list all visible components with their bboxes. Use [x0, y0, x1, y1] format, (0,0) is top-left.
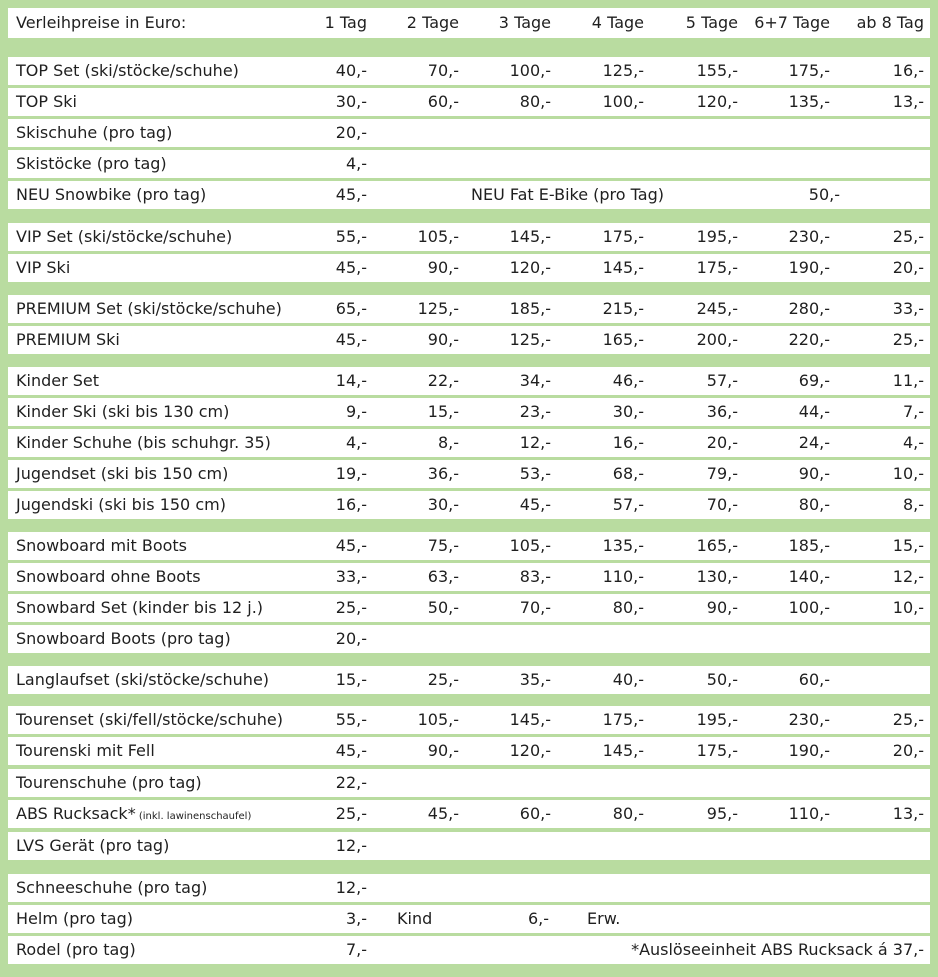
price-cell: 4,- — [345, 433, 367, 452]
price-cell: 105,- — [509, 536, 551, 555]
table-row-kinder-ski-ski-bis-130-cm — [8, 398, 930, 426]
price-cell: 120,- — [509, 741, 551, 760]
row-label: Tourenski mit Fell — [16, 741, 155, 760]
price-cell: 80,- — [612, 598, 644, 617]
price-cell: 185,- — [788, 536, 830, 555]
price-cell: 25,- — [335, 598, 367, 617]
price-cell: 100,- — [788, 598, 830, 617]
table-row-langlaufset-ski-stoecke-schuhe — [8, 666, 930, 694]
price-cell: 45,- — [335, 185, 367, 204]
price-cell: 16,- — [892, 61, 924, 80]
price-cell: 57,- — [706, 371, 738, 390]
price-cell: 70,- — [519, 598, 551, 617]
footnote: *Auslöseeinheit ABS Rucksack á 37,- — [631, 940, 924, 959]
table-row-neu-snowbike-pro-tag — [8, 181, 930, 209]
price-cell: 20,- — [706, 433, 738, 452]
table-row-helm-pro-tag — [8, 905, 930, 933]
price-cell: 110,- — [602, 567, 644, 586]
price-cell: 175,- — [602, 227, 644, 246]
price-cell: 12,- — [335, 878, 367, 897]
price-cell: 45,- — [335, 258, 367, 277]
header-title: Verleihpreise in Euro: — [16, 13, 187, 32]
price-cell: 12,- — [892, 567, 924, 586]
header-col-6: 6+7 Tage — [754, 13, 830, 32]
price-cell: 175,- — [696, 741, 738, 760]
price-cell: 230,- — [788, 227, 830, 246]
price-cell: 8,- — [902, 495, 924, 514]
header-col-4: 4 Tage — [591, 13, 644, 32]
price-cell: 83,- — [519, 567, 551, 586]
price-cell: 135,- — [602, 536, 644, 555]
price-cell: 25,- — [892, 227, 924, 246]
helm-erw-label: Erw. — [587, 909, 621, 928]
row-label: TOP Set (ski/stöcke/schuhe) — [16, 61, 239, 80]
price-cell: 100,- — [509, 61, 551, 80]
price-cell: 34,- — [519, 371, 551, 390]
price-cell: 16,- — [612, 433, 644, 452]
price-cell: 190,- — [788, 741, 830, 760]
price-cell: 7,- — [345, 940, 367, 959]
price-cell: 10,- — [892, 464, 924, 483]
price-cell: 195,- — [696, 710, 738, 729]
row-label: NEU Snowbike (pro tag) — [16, 185, 207, 204]
price-cell: 125,- — [602, 61, 644, 80]
price-cell: 80,- — [519, 92, 551, 111]
price-cell: 175,- — [602, 710, 644, 729]
price-cell: 13,- — [892, 804, 924, 823]
price-cell: 100,- — [602, 92, 644, 111]
row-label: Rodel (pro tag) — [16, 940, 136, 959]
table-row-tourenski-mit-fell — [8, 737, 930, 765]
price-cell: 15,- — [427, 402, 459, 421]
table-row-tourenset-ski-fell-stoecke-schuhe — [8, 706, 930, 734]
price-cell: 175,- — [696, 258, 738, 277]
header-col-1: 1 Tag — [324, 13, 367, 32]
price-cell: 8,- — [437, 433, 459, 452]
price-cell: 125,- — [509, 330, 551, 349]
price-cell: 15,- — [892, 536, 924, 555]
price-cell: 90,- — [427, 258, 459, 277]
price-cell: 16,- — [335, 495, 367, 514]
row-label: Jugendset (ski bis 150 cm) — [16, 464, 229, 483]
price-cell: 185,- — [509, 299, 551, 318]
price-cell: 60,- — [427, 92, 459, 111]
price-cell: 50,- — [427, 598, 459, 617]
price-cell: 45,- — [427, 804, 459, 823]
row-label: LVS Gerät (pro tag) — [16, 836, 170, 855]
row-label: Skischuhe (pro tag) — [16, 123, 173, 142]
price-cell: 140,- — [788, 567, 830, 586]
price-cell: 135,- — [788, 92, 830, 111]
price-cell: 105,- — [417, 710, 459, 729]
row-label: Tourenschuhe (pro tag) — [16, 773, 202, 792]
price-cell: 30,- — [335, 92, 367, 111]
price-cell: 12,- — [519, 433, 551, 452]
price-cell: 25,- — [892, 710, 924, 729]
header-col-2: 2 Tage — [406, 13, 459, 32]
price-cell: 33,- — [335, 567, 367, 586]
table-row-skischuhe-pro-tag — [8, 119, 930, 147]
table-row-vip-set-ski-stoecke-schuhe — [8, 223, 930, 251]
row-label: PREMIUM Set (ski/stöcke/schuhe) — [16, 299, 282, 318]
row-label: Schneeschuhe (pro tag) — [16, 878, 208, 897]
price-cell: 45,- — [335, 536, 367, 555]
table-row-jugendset-ski-bis-150-cm — [8, 460, 930, 488]
price-cell: 30,- — [427, 495, 459, 514]
price-cell: 120,- — [696, 92, 738, 111]
price-cell: 145,- — [509, 227, 551, 246]
table-row-kinder-schuhe-bis-schuhgr-35 — [8, 429, 930, 457]
table-row-premium-set-ski-stoecke-schuhe — [8, 295, 930, 323]
price-cell: 120,- — [509, 258, 551, 277]
price-cell: 40,- — [335, 61, 367, 80]
row-label: Langlaufset (ski/stöcke/schuhe) — [16, 670, 270, 689]
price-cell: 195,- — [696, 227, 738, 246]
table-row-premium-ski — [8, 326, 930, 354]
header-col-3: 3 Tage — [498, 13, 551, 32]
price-cell: 215,- — [602, 299, 644, 318]
row-label: Snowbard Set (kinder bis 12 j.) — [16, 598, 264, 617]
price-cell: 24,- — [798, 433, 830, 452]
price-cell: 25,- — [335, 804, 367, 823]
table-row-schneeschuhe-pro-tag — [8, 874, 930, 902]
price-cell: 90,- — [706, 598, 738, 617]
price-cell: 12,- — [335, 836, 367, 855]
price-cell: 145,- — [602, 741, 644, 760]
price-cell: 40,- — [612, 670, 644, 689]
price-cell: 45,- — [519, 495, 551, 514]
price-cell: 11,- — [892, 371, 924, 390]
row-label: Kinder Ski (ski bis 130 cm) — [16, 402, 230, 421]
price-cell: 80,- — [798, 495, 830, 514]
row-label: PREMIUM Ski — [16, 330, 120, 349]
price-cell: 57,- — [612, 495, 644, 514]
price-cell: 25,- — [892, 330, 924, 349]
extra-label: NEU Fat E-Bike (pro Tag) — [471, 185, 664, 204]
table-row-skistoecke-pro-tag — [8, 150, 930, 178]
price-cell: 22,- — [427, 371, 459, 390]
row-label: ABS Rucksack* (inkl. lawinenschaufel) — [16, 804, 252, 823]
price-cell: 53,- — [519, 464, 551, 483]
price-cell: 20,- — [335, 123, 367, 142]
price-cell: 110,- — [788, 804, 830, 823]
table-row-vip-ski — [8, 254, 930, 282]
price-cell: 19,- — [335, 464, 367, 483]
row-label: VIP Set (ski/stöcke/schuhe) — [16, 227, 233, 246]
header-col-7: ab 8 Tag — [856, 13, 924, 32]
table-row-tourenschuhe-pro-tag — [8, 769, 930, 797]
price-cell: 130,- — [696, 567, 738, 586]
price-cell: 45,- — [335, 741, 367, 760]
price-cell: 90,- — [798, 464, 830, 483]
price-cell: 20,- — [892, 741, 924, 760]
table-row-snowbard-set-kinder-bis-12-j — [8, 594, 930, 622]
price-cell: 200,- — [696, 330, 738, 349]
price-cell: 280,- — [788, 299, 830, 318]
price-cell: 30,- — [612, 402, 644, 421]
price-cell: 60,- — [519, 804, 551, 823]
price-cell: 155,- — [696, 61, 738, 80]
price-cell: 55,- — [335, 227, 367, 246]
row-label: Snowboard Boots (pro tag) — [16, 629, 231, 648]
price-cell: 15,- — [335, 670, 367, 689]
price-cell: 9,- — [345, 402, 367, 421]
table-row-snowboard-mit-boots — [8, 532, 930, 560]
price-cell: 20,- — [892, 258, 924, 277]
row-label: Snowboard mit Boots — [16, 536, 188, 555]
price-cell: 20,- — [335, 629, 367, 648]
row-label: Kinder Schuhe (bis schuhgr. 35) — [16, 433, 271, 452]
table-row-top-ski — [8, 88, 930, 116]
price-cell: 175,- — [788, 61, 830, 80]
row-label: Skistöcke (pro tag) — [16, 154, 167, 173]
price-cell: 165,- — [602, 330, 644, 349]
table-row-top-set-ski-stoecke-schuhe — [8, 57, 930, 85]
price-cell: 33,- — [892, 299, 924, 318]
price-cell: 35,- — [519, 670, 551, 689]
row-label-note: (inkl. lawinenschaufel) — [135, 811, 252, 822]
price-cell: 7,- — [902, 402, 924, 421]
price-cell: 4,- — [345, 154, 367, 173]
price-cell: 90,- — [427, 741, 459, 760]
helm-kind-price: 6,- — [527, 909, 549, 928]
price-cell: 79,- — [706, 464, 738, 483]
row-label: Tourenset (ski/fell/stöcke/schuhe) — [16, 710, 283, 729]
price-cell: 25,- — [427, 670, 459, 689]
price-cell: 23,- — [519, 402, 551, 421]
extra-price: 50,- — [808, 185, 840, 204]
price-cell: 44,- — [798, 402, 830, 421]
price-cell: 22,- — [335, 773, 367, 792]
price-cell: 245,- — [696, 299, 738, 318]
price-cell: 68,- — [612, 464, 644, 483]
header-col-5: 5 Tage — [685, 13, 738, 32]
price-cell: 69,- — [798, 371, 830, 390]
price-cell: 45,- — [335, 330, 367, 349]
table-row-lvs-geraet-pro-tag — [8, 832, 930, 860]
helm-kind-label: Kind — [397, 909, 433, 928]
price-cell: 70,- — [706, 495, 738, 514]
price-cell: 46,- — [612, 371, 644, 390]
table-row-snowboard-ohne-boots — [8, 563, 930, 591]
price-cell: 70,- — [427, 61, 459, 80]
price-cell: 63,- — [427, 567, 459, 586]
price-cell: 190,- — [788, 258, 830, 277]
price-cell: 36,- — [706, 402, 738, 421]
row-label: VIP Ski — [16, 258, 71, 277]
price-cell: 4,- — [902, 433, 924, 452]
price-cell: 36,- — [427, 464, 459, 483]
price-cell: 145,- — [602, 258, 644, 277]
price-cell: 50,- — [706, 670, 738, 689]
price-cell: 55,- — [335, 710, 367, 729]
row-label: Jugendski (ski bis 150 cm) — [16, 495, 226, 514]
price-cell: 165,- — [696, 536, 738, 555]
table-row-rodel-pro-tag — [8, 936, 930, 964]
price-cell: 220,- — [788, 330, 830, 349]
table-row-jugendski-ski-bis-150-cm — [8, 491, 930, 519]
row-label: Snowboard ohne Boots — [16, 567, 201, 586]
table-row-abs-rucksack — [8, 800, 930, 828]
price-cell: 60,- — [798, 670, 830, 689]
price-cell: 230,- — [788, 710, 830, 729]
table-row-kinder-set — [8, 367, 930, 395]
price-cell: 10,- — [892, 598, 924, 617]
row-label: Helm (pro tag) — [16, 909, 133, 928]
price-cell: 90,- — [427, 330, 459, 349]
price-cell: 65,- — [335, 299, 367, 318]
row-label: TOP Ski — [16, 92, 77, 111]
price-cell: 13,- — [892, 92, 924, 111]
price-cell: 125,- — [417, 299, 459, 318]
price-cell: 80,- — [612, 804, 644, 823]
price-cell: 75,- — [427, 536, 459, 555]
header-row — [8, 8, 930, 38]
price-cell: 105,- — [417, 227, 459, 246]
price-cell: 145,- — [509, 710, 551, 729]
price-cell: 95,- — [706, 804, 738, 823]
row-label: Kinder Set — [16, 371, 100, 390]
table-row-snowboard-boots-pro-tag — [8, 625, 930, 653]
price-cell: 3,- — [345, 909, 367, 928]
price-cell: 14,- — [335, 371, 367, 390]
